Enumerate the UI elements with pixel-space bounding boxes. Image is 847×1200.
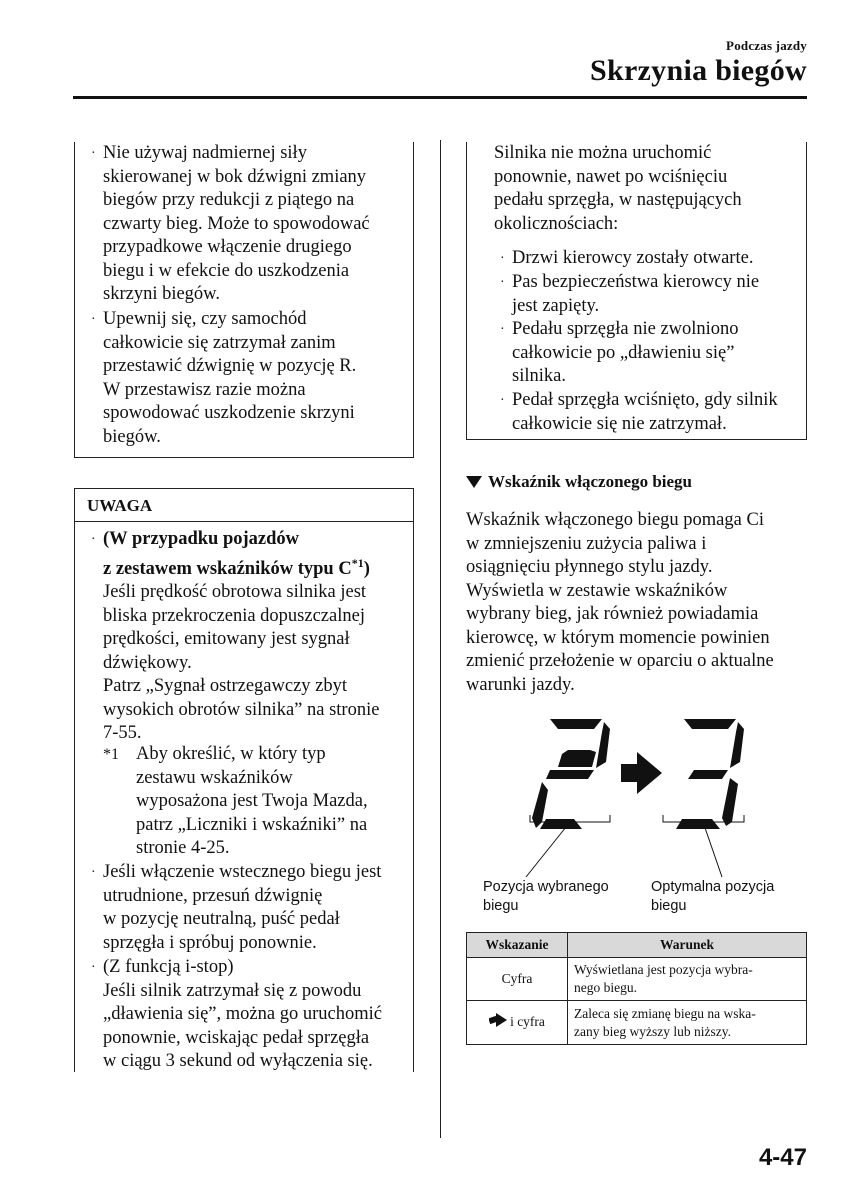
right-bullet-4: [500, 389, 778, 436]
heading-text: Wskaźnik włączonego biegu: [488, 472, 693, 491]
line: nego biegu.: [574, 980, 637, 995]
line: (Z funkcją i-stop): [103, 957, 234, 977]
bullet-dot: ·: [500, 393, 505, 408]
footnote: [103, 743, 368, 861]
section-heading: [466, 472, 692, 492]
line: osiągnięciu płynnego stylu jazdy.: [466, 557, 713, 577]
line: zestawu wskaźników: [136, 767, 293, 788]
note-title: UWAGA: [87, 496, 153, 515]
line: bliska przekroczenia dopuszczalnej: [103, 605, 365, 626]
bullet-dot: ·: [91, 865, 96, 880]
bullet-dot: ·: [500, 322, 505, 337]
line: pedału sprzęgła, w następujących: [494, 190, 742, 210]
bullet-dot: ·: [500, 275, 505, 290]
right-box-intro: [494, 142, 742, 236]
line: wysokich obrotów silnika” na stronie: [103, 699, 380, 720]
line: Jeśli włączenie wstecznego biegu jest: [103, 862, 382, 882]
label-optimal-gear: [651, 878, 774, 916]
right-bullet-2: [500, 271, 760, 318]
line: 7-55.: [103, 723, 142, 744]
line: prędkości, emitowany jest sygnał: [103, 629, 350, 650]
line: biegu i w efekcie do uszkodzenia: [103, 260, 350, 281]
bullet-dot: ·: [91, 960, 96, 975]
line: stronie 4-25.: [136, 838, 230, 858]
line: całkowicie się zatrzymał zanim: [103, 332, 336, 353]
footnote-ref: *1: [351, 555, 364, 570]
gear-indicator-figure: [466, 712, 807, 882]
line: w ciągu 3 sekund od wyłączenia się.: [103, 1051, 373, 1071]
indicator-paragraph: [466, 509, 811, 697]
line: dźwiękowy.: [103, 652, 192, 673]
bullet-dot: ·: [500, 251, 505, 266]
line: Jeśli silnik zatrzymał się z powodu: [103, 980, 362, 1001]
line: jest zapięty.: [512, 295, 600, 316]
bullet-dot: ·: [91, 312, 96, 327]
line: silnika.: [512, 366, 566, 386]
line: (W przypadku pojazdów: [103, 529, 300, 549]
line: Jeśli prędkość obrotowa silnika jest: [103, 582, 367, 603]
line: ponownie, nawet po wciśnięciu: [494, 166, 728, 187]
condition-cell: [568, 958, 807, 1001]
line: czwarty bieg. Może to spowodować: [103, 213, 370, 234]
table-row: [467, 958, 807, 1001]
line: całkowicie po „dławieniu się”: [512, 342, 735, 363]
right-bullet-3: [500, 318, 739, 389]
note-header: [75, 489, 413, 522]
arrow-right-icon: [489, 1012, 507, 1033]
condition-cell: [568, 1001, 807, 1045]
line: Drzwi kierowcy zostały otwarte.: [512, 248, 754, 268]
table-header-row: [467, 933, 807, 958]
line: Pozycja wybranego: [483, 879, 609, 895]
line: Pas bezpieczeństwa kierowcy nie: [512, 272, 760, 292]
note-bullet-2: [91, 861, 382, 955]
section-label: Podczas jazdy: [726, 38, 807, 53]
line: Optymalna pozycja: [651, 879, 775, 895]
line: Wyświetlana jest pozycja wybra-: [574, 962, 753, 977]
line: przypadkowe włączenie drugiego: [103, 237, 352, 257]
line: skierowanej w bok dźwigni zmiany: [103, 166, 367, 187]
indication-text: i cyfra: [510, 1014, 545, 1029]
line: w zmniejszeniu zużycia paliwa i: [466, 533, 707, 554]
line: z zestawem wskaźników typu C: [103, 558, 352, 579]
line: „dławienia się”, można go uruchomić: [103, 1004, 382, 1024]
page-number: 4-47: [758, 1144, 807, 1171]
line: biegów przy redukcji z piątego na: [103, 190, 355, 210]
line: patrz „Liczniki i wskaźniki” na: [136, 814, 368, 835]
line: skrzyni biegów.: [103, 284, 220, 304]
label-selected-gear: [483, 878, 609, 916]
bullet-dot: ·: [91, 532, 96, 547]
line: biegu: [483, 898, 519, 914]
closing-paren: ): [363, 558, 370, 579]
line: wyposażona jest Twoja Mazda,: [136, 791, 368, 811]
line: ponownie, wciskając pedał sprzęgła: [103, 1027, 370, 1048]
bullet-dot: ·: [91, 146, 96, 161]
line: Wskaźnik włączonego biegu pomaga Ci: [466, 510, 764, 530]
line: w pozycję neutralną, puść pedał: [103, 909, 340, 929]
digit-2-display: [532, 719, 610, 829]
table-row: [467, 1001, 807, 1045]
digit-3-display: [676, 719, 744, 829]
page-title: Skrzynia biegów: [589, 54, 807, 87]
line: Pedał sprzęgła wciśnięto, gdy silnik: [512, 390, 778, 410]
left-bullet-2: [91, 308, 357, 449]
line: Upewnij się, czy samochód: [103, 309, 307, 329]
left-bullet-1: [91, 142, 370, 307]
line: Nie używaj nadmiernej siły: [103, 143, 307, 163]
indication-cell: Cyfra: [467, 958, 568, 1001]
line: okolicznościach:: [494, 213, 619, 234]
line: Patrz „Sygnał ostrzegawczy zbyt: [103, 676, 348, 697]
line: Zaleca się zmianę biegu na wska-: [574, 1005, 756, 1021]
arrow-right-icon: [621, 752, 662, 794]
line: Pedału sprzęgła nie zwolniono: [512, 319, 739, 339]
line: Wyświetla w zestawie wskaźników: [466, 580, 728, 601]
column-header: Wskazanie: [467, 933, 568, 958]
line: zany bieg wyższy lub niższy.: [574, 1023, 731, 1039]
indicator-table: [466, 932, 807, 1045]
line: W przestawisz razie można: [103, 379, 306, 400]
line: wybrany bieg, jak również powiadamia: [466, 604, 759, 624]
line: zmienić przełożenie w oparciu o aktualne: [466, 651, 774, 671]
line: Silnika nie można uruchomić: [494, 143, 712, 163]
line: warunki jazdy.: [466, 674, 575, 695]
indication-cell: [467, 1001, 568, 1045]
column-header: Warunek: [568, 933, 807, 958]
line: utrudnione, przesuń dźwignię: [103, 885, 323, 906]
column-divider: [440, 140, 441, 1138]
footnote-mark: *1: [103, 746, 119, 763]
line: przestawić dźwignię w pozycję R.: [103, 356, 357, 376]
triangle-down-icon: [466, 476, 482, 488]
line: spowodować uszkodzenie skrzyni: [103, 403, 355, 423]
note-bullet-3: [91, 956, 382, 1074]
title-rule: [73, 96, 807, 99]
note-bullet-1: [91, 528, 380, 746]
line: sprzęgła i spróbuj ponownie.: [103, 932, 317, 953]
note-bullet-1-heading: [103, 552, 379, 582]
line: całkowicie się nie zatrzymał.: [512, 413, 727, 434]
line: Aby określić, w który typ: [136, 744, 326, 764]
line: biegu: [651, 898, 687, 914]
right-bullet-1: [500, 247, 754, 271]
line: kierowcę, w którym momencie powinien: [466, 627, 770, 648]
line: biegów.: [103, 426, 161, 447]
